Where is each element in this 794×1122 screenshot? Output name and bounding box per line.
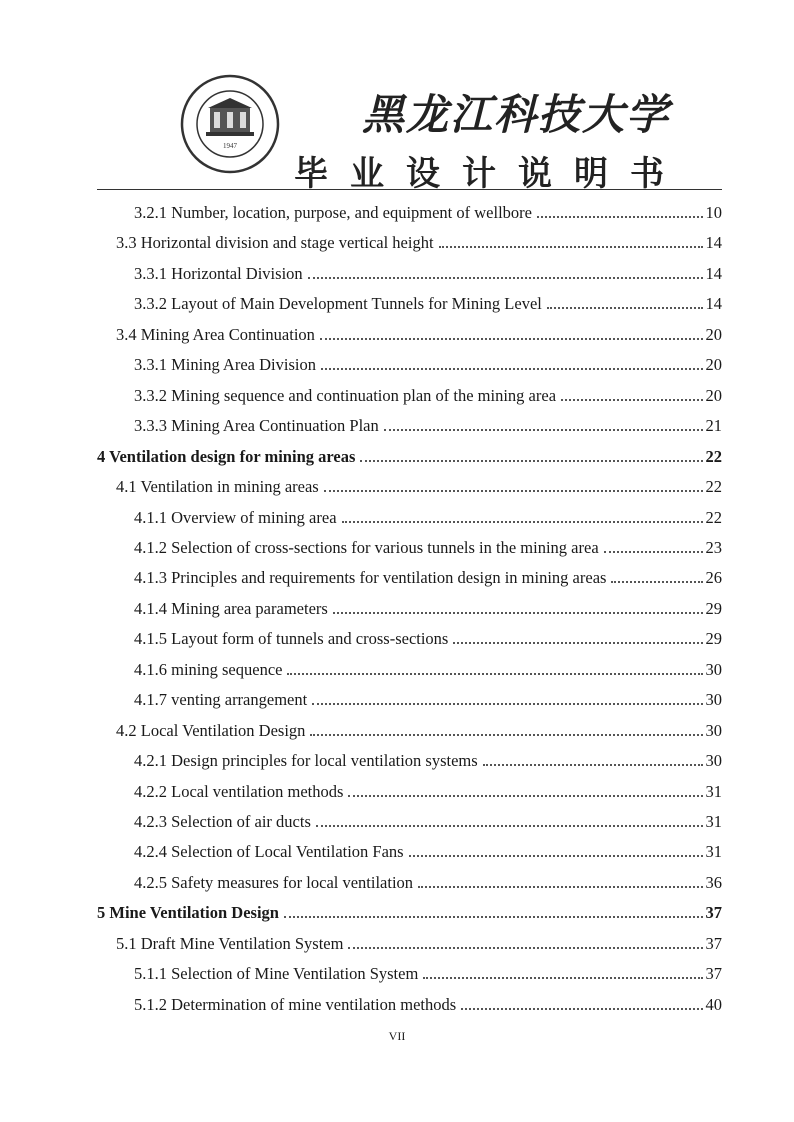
toc-entry-page: 22 bbox=[705, 507, 722, 527]
toc-entry-title: 5 Mine Ventilation Design bbox=[97, 903, 279, 923]
toc-entry-page: 37 bbox=[705, 903, 722, 923]
header-rule bbox=[97, 189, 722, 190]
toc-entry-page: 23 bbox=[705, 537, 722, 557]
toc-leader-dots bbox=[453, 642, 702, 644]
toc-entry[interactable] bbox=[134, 804, 722, 832]
toc-entry-title: 4.2.1 Design principles for local ventilation systems bbox=[134, 751, 478, 771]
toc-entry-title: 4.1.3 Principles and requirements for ventilation design in mining areas bbox=[134, 568, 607, 588]
toc-leader-dots bbox=[348, 947, 702, 949]
toc-entry[interactable] bbox=[134, 195, 722, 223]
toc-entry-title: 3.3.1 Horizontal Division bbox=[134, 263, 303, 283]
toc-entry-title: 3.2.1 Number, location, purpose, and equipment of wellbore bbox=[134, 203, 532, 222]
toc-leader-dots bbox=[310, 734, 702, 736]
toc-entry-title: 4.1.7 venting arrangement bbox=[134, 690, 308, 710]
toc-entry-title: 5.1.1 Selection of Mine Ventilation System bbox=[134, 964, 419, 984]
toc-entry-page: 29 bbox=[705, 629, 722, 649]
toc-entry-page: 37 bbox=[705, 964, 722, 984]
toc-entry-title: 4.2.4 Selection of Local Ventilation Fans bbox=[134, 842, 404, 862]
toc-entry[interactable] bbox=[116, 225, 722, 253]
toc-entry-page: 31 bbox=[705, 812, 722, 831]
toc-entry-title: 4.1.4 Mining area parameters bbox=[134, 598, 328, 618]
university-name: 黑龙江科技大学 bbox=[362, 90, 671, 139]
toc-entry-title: 3.4 Mining Area Continuation bbox=[116, 324, 315, 344]
toc-entry[interactable] bbox=[134, 347, 722, 375]
toc-leader-dots bbox=[287, 673, 702, 675]
toc-leader-dots bbox=[312, 703, 702, 705]
toc-leader-dots bbox=[308, 277, 703, 279]
toc-entry[interactable] bbox=[97, 439, 722, 467]
toc-entry[interactable] bbox=[134, 286, 722, 314]
toc-entry-page: 30 bbox=[705, 659, 722, 679]
toc-entry[interactable] bbox=[116, 317, 722, 345]
toc-entry[interactable] bbox=[134, 774, 722, 802]
toc-entry[interactable] bbox=[134, 865, 722, 893]
toc-entry-title: 4.1.2 Selection of cross-sections for various tunnels in the mining area bbox=[134, 537, 599, 557]
toc-entry[interactable] bbox=[134, 987, 722, 1015]
toc-leader-dots bbox=[461, 1008, 702, 1010]
toc-leader-dots bbox=[483, 764, 703, 766]
toc-entry-title: 4.1.1 Overview of mining area bbox=[134, 507, 337, 527]
university-seal-icon bbox=[180, 74, 280, 174]
toc-entry[interactable] bbox=[134, 530, 722, 558]
toc-entry-page: 30 bbox=[705, 690, 722, 710]
page-number: VII bbox=[388, 1029, 406, 1043]
toc-leader-dots bbox=[439, 246, 703, 248]
toc-entry-title: 4.2.2 Local ventilation methods bbox=[134, 781, 344, 801]
toc-entry[interactable] bbox=[134, 682, 722, 710]
toc-leader-dots bbox=[321, 368, 703, 370]
toc-entry-title: 4.2.5 Safety measures for local ventilation bbox=[134, 872, 414, 892]
toc-entry-title: 5.1.2 Determination of mine ventilation methods bbox=[134, 994, 457, 1014]
toc-leader-dots bbox=[537, 216, 703, 218]
toc-leader-dots bbox=[360, 460, 702, 462]
toc-entry[interactable] bbox=[134, 956, 722, 984]
page-header bbox=[0, 0, 794, 192]
toc-entry-page: 21 bbox=[705, 416, 722, 436]
toc-leader-dots bbox=[320, 338, 703, 340]
toc-leader-dots bbox=[342, 521, 703, 523]
toc-entry[interactable] bbox=[134, 500, 722, 528]
toc-entry-title: 3.3.3 Mining Area Continuation Plan bbox=[134, 416, 379, 436]
toc-entry-page: 30 bbox=[705, 751, 722, 771]
toc-entry[interactable] bbox=[116, 469, 722, 497]
toc-entry-title: 4.1.5 Layout form of tunnels and cross-sections bbox=[134, 629, 449, 649]
toc-leader-dots bbox=[348, 795, 702, 797]
toc-entry-page: 20 bbox=[705, 324, 722, 344]
toc-entry-page: 26 bbox=[705, 568, 722, 588]
toc-leader-dots bbox=[316, 825, 703, 827]
toc-leader-dots bbox=[333, 612, 703, 614]
toc-entry[interactable] bbox=[116, 926, 722, 954]
toc-entry-page: 37 bbox=[705, 933, 722, 953]
toc-leader-dots bbox=[409, 855, 703, 857]
toc-entry-title: 3.3 Horizontal division and stage vertical height bbox=[116, 233, 434, 253]
toc-entry-page: 20 bbox=[705, 385, 722, 405]
toc-entry[interactable] bbox=[134, 408, 722, 436]
toc-leader-dots bbox=[611, 581, 702, 583]
toc-entry-title: 4.2.3 Selection of air ducts bbox=[134, 812, 311, 831]
toc-leader-dots bbox=[561, 399, 702, 401]
toc-entry-page: 31 bbox=[705, 842, 722, 862]
toc-entry-page: 29 bbox=[705, 598, 722, 618]
toc-leader-dots bbox=[418, 886, 702, 888]
toc-entry-page: 30 bbox=[705, 720, 722, 740]
toc-entry-title: 3.3.2 Mining sequence and continuation plan of the mining area bbox=[134, 385, 557, 405]
toc-entry-page: 36 bbox=[705, 872, 722, 892]
toc-leader-dots bbox=[423, 977, 702, 979]
toc-entry[interactable] bbox=[134, 621, 722, 649]
toc-entry-page: 22 bbox=[705, 446, 722, 466]
toc-entry[interactable] bbox=[97, 895, 722, 923]
toc-leader-dots bbox=[284, 916, 703, 918]
toc-entry-page: 22 bbox=[705, 477, 722, 497]
document-title: 毕业设计说明书 bbox=[294, 154, 686, 194]
toc-entry-page: 14 bbox=[705, 233, 722, 253]
toc-entry[interactable] bbox=[134, 743, 722, 771]
toc-leader-dots bbox=[384, 429, 703, 431]
toc-entry-page: 40 bbox=[705, 994, 722, 1014]
toc-entry[interactable] bbox=[134, 834, 722, 862]
toc-entry-page: 31 bbox=[705, 781, 722, 801]
toc-entry-page: 14 bbox=[705, 294, 722, 314]
toc-entry[interactable] bbox=[134, 256, 722, 284]
toc-entry-page: 20 bbox=[705, 355, 722, 375]
toc-entry[interactable] bbox=[134, 591, 722, 619]
toc-entry-title: 3.3.2 Layout of Main Development Tunnels for Mining Level bbox=[134, 294, 542, 314]
toc-entry-page: 10 bbox=[705, 203, 722, 222]
toc-leader-dots bbox=[547, 307, 703, 309]
toc-entry-title: 4.2 Local Ventilation Design bbox=[116, 720, 306, 740]
toc-leader-dots bbox=[604, 551, 703, 553]
toc-entry[interactable] bbox=[134, 378, 722, 406]
toc-entry[interactable] bbox=[134, 652, 722, 680]
toc-entry-title: 4.1 Ventilation in mining areas bbox=[116, 477, 319, 497]
toc-entry-title: 4 Ventilation design for mining areas bbox=[97, 446, 356, 466]
toc-entry-title: 4.1.6 mining sequence bbox=[134, 659, 283, 679]
toc-entry[interactable] bbox=[116, 713, 722, 741]
toc-entry-page: 14 bbox=[705, 263, 722, 283]
seal-year: 1947 bbox=[223, 142, 237, 150]
toc-entry[interactable] bbox=[134, 560, 722, 588]
toc-entry-title: 3.3.1 Mining Area Division bbox=[134, 355, 316, 375]
toc-entry-title: 5.1 Draft Mine Ventilation System bbox=[116, 933, 344, 953]
toc-leader-dots bbox=[324, 490, 703, 492]
